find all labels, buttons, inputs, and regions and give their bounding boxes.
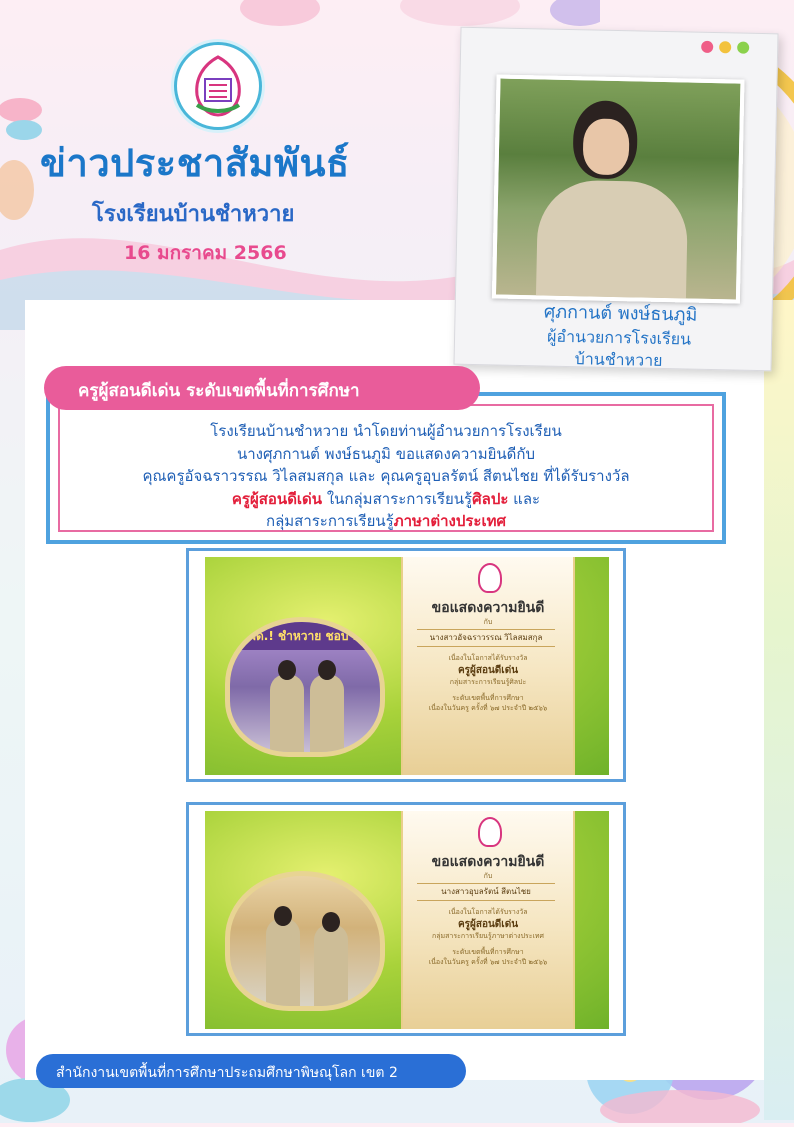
- footer-bar: [36, 1054, 466, 1088]
- window-dot-red: [701, 41, 713, 53]
- photo-person-right: [314, 924, 348, 1006]
- card-2-title: ขอแสดงความยินดี: [431, 854, 545, 870]
- director-name: ศุภกานต์ พงษ์ธนภูมิ: [543, 301, 698, 326]
- announcement-box: [46, 392, 726, 544]
- card-2-reason: เนื่องในโอกาสได้รับรางวัล: [448, 908, 528, 916]
- director-role-text: ผู้อำนวยการโรงเรียนบ้านชำหวาย: [546, 326, 692, 370]
- announcement-inner-border: [58, 404, 714, 532]
- announcement-line-4-mid: ในกลุ่มสาระการเรียนรู้: [322, 489, 473, 508]
- card-2-subject: กลุ่มสาระการเรียนรู้ภาษาต่างประเทศ: [432, 932, 544, 940]
- card-2-level: ระดับเขตพื้นที่การศึกษา: [452, 948, 524, 956]
- congrats-card-1: [401, 557, 575, 775]
- director-photo: [492, 74, 745, 303]
- award-photo-1: [225, 617, 385, 757]
- announcement-line-1: โรงเรียนบ้านชำหวาย นำโดยท่านผู้อำนวยการโรงเรียน: [210, 422, 562, 440]
- card-2-award: ครูผู้สอนดีเด่น: [457, 919, 519, 930]
- card-2-with: กับ: [483, 872, 493, 880]
- photo-person-uniform: [535, 179, 688, 303]
- award-photo-2: [225, 871, 385, 1011]
- photo-person-left-head: [278, 660, 296, 680]
- subject-language-highlight: ภาษาต่างประเทศ: [393, 512, 506, 530]
- photo-person-right-head: [322, 912, 340, 932]
- announcement-text: [60, 420, 712, 533]
- section-heading-pill: [44, 366, 480, 410]
- photo-person-right: [310, 674, 344, 752]
- paper-edge-tint: [764, 300, 794, 1120]
- award-highlight: ครูผู้สอนดีเด่น: [231, 489, 323, 508]
- school-name: โรงเรียนบ้านชำหวาย: [92, 202, 295, 227]
- congrats-card-2: [401, 811, 575, 1029]
- photo-person-left: [266, 918, 300, 1006]
- announcement-line-5: [60, 510, 712, 533]
- announcement-line-4-end: และ: [508, 489, 541, 508]
- card-logo-icon: [478, 563, 502, 593]
- news-date: 16 มกราคม 2566: [124, 242, 287, 264]
- card-logo-icon: [478, 817, 502, 847]
- director-role: [490, 324, 747, 373]
- window-dot-yellow: [719, 41, 731, 53]
- card-2-event: เนื่องในวันครู ครั้งที่ ๖๗ ประจำปี ๒๕๖๖: [428, 958, 548, 966]
- page-title: ข่าวประชาสัมพันธ์: [40, 141, 350, 185]
- award-image-2-background: [205, 811, 609, 1029]
- announcement-line-3: คุณครูอัจฉราวรรณ วิไลสมสกุล และ คุณครูอุบลรัตน์ สีตนไชย ที่ได้รับรางวัล: [142, 467, 630, 485]
- card-1-award: ครูผู้สอนดีเด่น: [457, 665, 519, 676]
- window-dot-green: [737, 42, 749, 54]
- office-name: สำนักงานเขตพื้นที่การศึกษาประถมศึกษาพิษณุโลก เขต 2: [56, 1065, 398, 1081]
- card-2-name: นางสาวอุบลรัตน์ สีตนไชย: [417, 883, 555, 901]
- card-1-event: เนื่องในวันครู ครั้งที่ ๖๗ ประจำปี ๒๕๖๖: [428, 704, 548, 712]
- subject-art-highlight: ศิลปะ: [472, 489, 509, 508]
- card-1-level: ระดับเขตพื้นที่การศึกษา: [452, 694, 524, 702]
- card-1-subject: กลุ่มสาระการเรียนรู้ศิลปะ: [449, 678, 527, 686]
- announcement-line-5-start: กลุ่มสาระการเรียนรู้: [266, 512, 394, 530]
- award-image-2: [186, 802, 626, 1036]
- photo-person-left-head: [274, 906, 292, 926]
- photo-person-face: [583, 118, 630, 175]
- card-1-name: นางสาวอัจฉราวรรณ วิไลสมสกุล: [417, 629, 555, 647]
- card-1-with: กับ: [483, 618, 493, 626]
- section-heading: ครูผู้สอนดีเด่น ระดับเขตพื้นที่การศึกษา: [78, 381, 360, 401]
- award-image-1: [186, 548, 626, 782]
- photo-person-left: [270, 674, 304, 752]
- announcement-line-4: [60, 488, 712, 511]
- school-logo: [174, 42, 262, 130]
- award-photo-1-banner: ผึด.! ชำหวาย ชอบ 2: [230, 622, 380, 650]
- photo-person-right-head: [318, 660, 336, 680]
- announcement-line-2: นางศุภกานต์ พงษ์ธนภูมิ ขอแสดงความยินดีกับ: [236, 444, 536, 463]
- card-1-reason: เนื่องในโอกาสได้รับรางวัล: [448, 654, 528, 662]
- director-photo-card: [453, 27, 778, 372]
- school-emblem-icon: [191, 55, 245, 117]
- card-1-title: ขอแสดงความยินดี: [431, 600, 545, 616]
- award-image-1-background: [205, 557, 609, 775]
